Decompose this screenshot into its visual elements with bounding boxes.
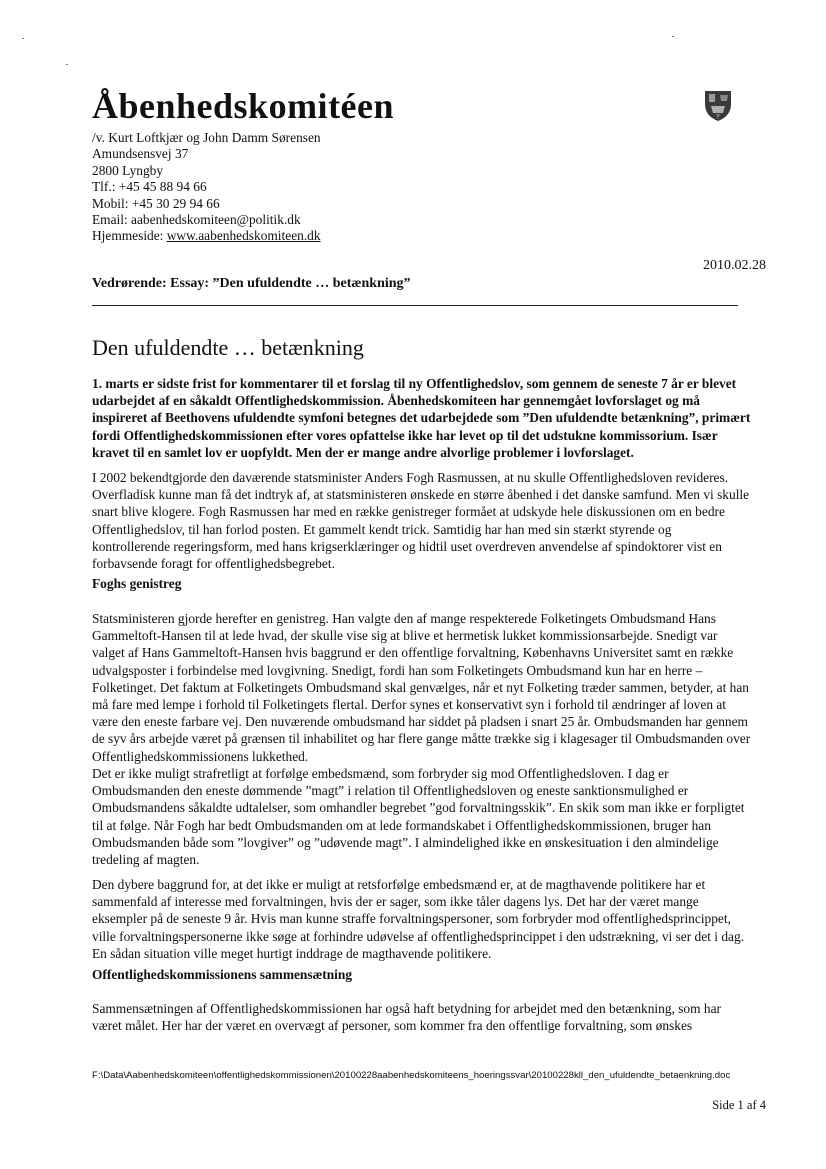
letter-date: 2010.02.28 (703, 258, 766, 273)
homepage-label: Hjemmeside: (92, 228, 167, 244)
body-paragraph: Det er ikke muligt strafretligt at forfølge embedsmænd, som forbryder sig mod Offentlighedsloven. I dag er Ombudsmanden den eneste dømmende ”magt” i relation til Offentlighedsloven og eneste sanktionsmulighed er Ombudsmandens såkaldte udtalelser, som omhandler begrebet ”god forvaltningsskik”. En skik som man ikke er forpligtet til at følge. Når Fogh har bedt Ombudsmanden om at lede formandskabet i Offentlighedskommissionen, bruger han Ombudsmanden både som ”lovgiver” og ”udøvende magt”. I almindelighed ikke en ønskesituation i den almindelige tredeling af magten. (92, 766, 745, 868)
page-number: Side 1 af 4 (712, 1098, 766, 1112)
section-heading: Offentlighedskommissionens sammensætning (92, 967, 353, 982)
divider (92, 305, 738, 306)
intro-paragraph: 1. marts er sidste frist for kommentarer til et forslag til ny Offentlighedslov, som gennem de seneste 7 år er blevet udarbejdet af en såkaldt Offentlighedskommission. Åbenhedskomiteen har gennemgået lovforslaget og må inspireret af Beethovens ufuldendte symfoni betegnes det udarbejdede som ”Den ufuldendte betænkning”, primært fordi Offentlighedskommissionen efter vores opfattelse ikke har levet op til det udstukne kommissorium. Især kravet til en samlet lov er uopfyldt. Men der er mange andre alvorlige problemer i lovforslaget. (92, 376, 751, 460)
body-paragraph: Sammensætningen af Offentlighedskommissionen har også haft betydning for arbejdet med den betænkning, som har været målet. Her har der været en overvægt af personer, som kommer fra den offentlige forvaltning, som ønskes (92, 1001, 721, 1034)
document-title: Den ufuldendte … betænkning (92, 335, 364, 360)
body-paragraph: I 2002 bekendtgjorde den daværende statsminister Anders Fogh Rasmussen, at nu skulle Offentlighedsloven revideres. Overfladisk kunne man få det indtryk af, at statsministeren ønskede en større åbenhed i det danske samfund. Men vi skulle snart blive klogere. Fogh Rasmussen har med en række genistreger formået at udskyde hele diskussionen om en bedre Offentlighedslov, til han forlod posten. Et gammelt kendt trick. Samtidig har han med sin stærkt styrende og kontrollerende regeringsform, med hans krigserklæringer og hidtil uset overdreven anvendelse af spindoktorer vist en forbavsende foragt for offentlighedsbegrebet. (92, 470, 750, 572)
scan-speck (66, 64, 68, 65)
contact-line: Mobil: +45 30 29 94 66 (92, 195, 220, 211)
contact-line: /v. Kurt Loftkjær og John Damm Sørensen (92, 130, 321, 145)
contact-line: Email: aabenhedskomiteen@politik.dk (92, 212, 301, 228)
contact-line: Tlf.: +45 45 88 94 66 (92, 179, 207, 195)
org-title: Åbenhedskomitéen (92, 86, 395, 126)
scan-speck (672, 36, 674, 37)
homepage-line (92, 228, 321, 244)
coat-of-arms-icon (703, 88, 733, 122)
homepage-link[interactable]: www.aabenhedskomiteen.dk (166, 228, 321, 244)
body-paragraph: Den dybere baggrund for, at det ikke er muligt at retsforfølge embedsmænd er, at de magthavende politikere har et sammenfald af interesse med forvaltningen, hvis der er sager, som ikke tåler dagens lys. Det har der været mange eksempler på de seneste 9 år. Hvis man kunne straffe forvaltningspersoner, som forbryder mod offentlighedsprincippet, ville forvaltningspersonerne ikke søge at forhindre udøvelse af offentlighedsprincippet i den udstrækning, vi ser det i dag. En sådan situation ville meget hurtigt inddrage de magthavende politikere. (92, 877, 745, 961)
body-paragraph: Statsministeren gjorde herefter en genistreg. Han valgte den af mange respekterede Folketingets Ombudsmand Hans Gammeltoft-Hansen til at lede hvad, der skulle vise sig at blive et hermetisk lukket kommissionsarbejde. Snedigt var valget af Hans Gammeltoft-Hansen hvis baggrund er den offentlige forvaltning, Københavns Universitet samt en række udvalgsposter i forbindelse med lovgivning. Snedigt, fordi han som Folketingets Ombudsmand kun har en herre – Folketinget. Det faktum at Folketingets Ombudsmand skal genvælges, når et nyt Folketing træder sammen, betyder, at han må fare med lempe i forhold til Folketingets flertal. Derfor synes et konservativt syn i forhold til ændringer af loven at være den eneste farbare vej. Den nuværende ombudsmand har siddet på pladsen i snart 25 år. Ombudsmanden har gennem de syv års arbejde været på grænsen til inhabilitet og har flere gange måtte trække sig i klagesager til Ombudsmanden over Offentlighedskommissionens lukkethed. (92, 611, 751, 764)
contact-block (92, 130, 321, 245)
contact-line: 2800 Lyngby (92, 162, 164, 178)
file-path-footer: F:\Data\Aabenhedskomiteen\offentlighedskommissionen\20100228aabenhedskomiteens_hoeringssvar\20100228kll_den_ufuldendte_betaenkning.doc (92, 1070, 731, 1081)
contact-line: Amundsensvej 37 (92, 146, 189, 162)
scan-speck (22, 38, 24, 39)
section-heading: Foghs genistreg (92, 576, 182, 591)
subject-line: Vedrørende: Essay: ”Den ufuldendte … betænkning” (92, 276, 411, 291)
